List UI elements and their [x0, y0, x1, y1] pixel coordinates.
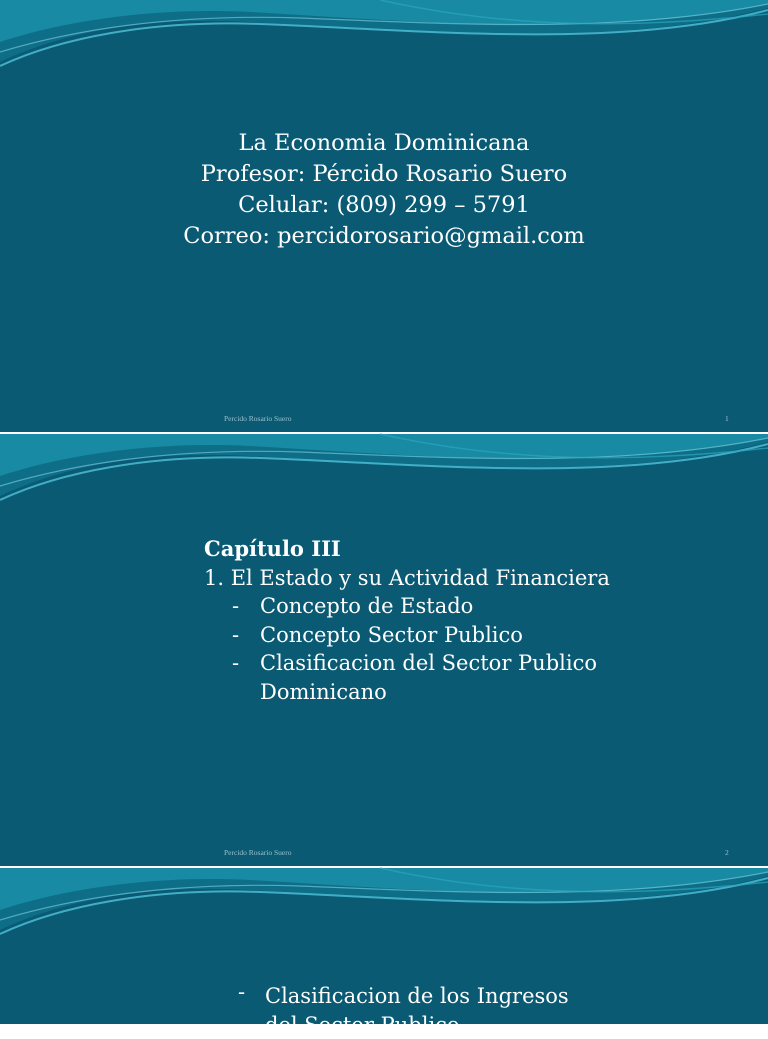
title-block — [0, 128, 768, 252]
dash-bullet: - — [232, 592, 239, 621]
list-item — [204, 592, 610, 621]
list-item-text: Concepto Sector Publico — [260, 623, 523, 647]
course-title: La Economia Dominicana — [0, 128, 768, 159]
list-item-text: Clasificacion del Sector Publico — [260, 651, 597, 675]
section-title: 1. El Estado y su Actividad Financiera — [204, 564, 610, 593]
dash-bullet: - — [238, 978, 245, 1007]
slide-2 — [0, 434, 768, 866]
page-number: 1 — [725, 414, 729, 423]
list-item-text: Clasificacion de los Ingresos — [265, 984, 569, 1008]
list-item-text: Concepto de Estado — [260, 594, 473, 618]
dash-bullet: - — [232, 649, 239, 678]
wave-decoration — [0, 868, 768, 948]
list-item-text: Dominicano — [260, 680, 387, 704]
slide-3-content — [238, 982, 569, 1039]
page-number: 2 — [725, 848, 729, 857]
chapter-heading: Capítulo III — [204, 535, 610, 564]
footer-author: Percido Rosario Suero — [224, 414, 292, 423]
slide-1 — [0, 0, 768, 432]
slide-3 — [0, 868, 768, 1024]
wave-decoration — [0, 0, 768, 80]
list-item — [238, 982, 569, 1011]
footer-author: Percido Rosario Suero — [224, 848, 292, 857]
professor-line: Profesor: Pércido Rosario Suero — [0, 159, 768, 190]
email-line: Correo: percidorosario@gmail.com — [0, 221, 768, 252]
phone-line: Celular: (809) 299 – 5791 — [0, 190, 768, 221]
chapter-content — [204, 535, 610, 706]
list-item-continuation — [204, 678, 610, 707]
list-item-text: del Sector Publico — [265, 1013, 460, 1037]
wave-decoration — [0, 434, 768, 514]
list-item — [204, 649, 610, 678]
list-item-continuation — [238, 1011, 569, 1039]
bullet-list — [204, 592, 610, 706]
list-item — [204, 621, 610, 650]
dash-bullet: - — [232, 621, 239, 650]
